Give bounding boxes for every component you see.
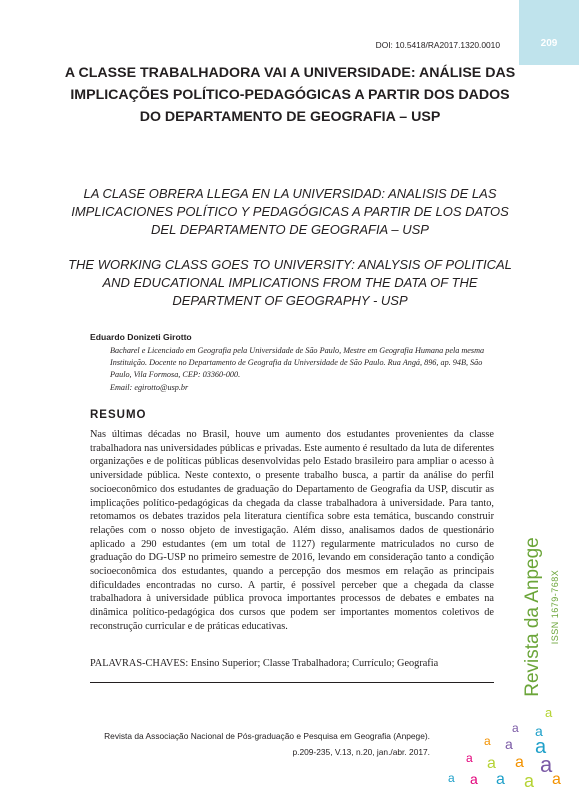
doi: DOI: 10.5418/RA2017.1320.0010 — [375, 40, 500, 50]
logo-letter: a — [512, 721, 519, 735]
logo-letter: a — [515, 754, 524, 771]
logo-letter: a — [524, 771, 535, 791]
footer-issue-line: p.209-235, V.13, n.20, jan./abr. 2017. — [292, 747, 430, 757]
logo-letter: a — [535, 736, 547, 758]
keywords-divider — [90, 682, 494, 683]
page-number-tab — [519, 0, 579, 65]
author-email: Email: egirotto@usp.br — [110, 382, 189, 392]
author-name: Eduardo Donizeti Girotto — [90, 332, 192, 342]
abstract-text: Nas últimas décadas no Brasil, houve um aumento dos estudantes provenientes da classe trabalhadora nas universidades públicas e privadas. Este aumento é resultado da luta de diferentes organizações e de políticas públicas desenvolvidas pelo Estado brasileiro para ampliar o acesso à universidade pública. Neste contexto, o presente trabalho busca, a partir da análise do perfil socioeconômico dos estudantes de graduação do Departamento de Geografia da USP, discutir as implicações político-pedagógicas da chegada da classe trabalhadora à universidade. Para tanto, retomamos os debates trazidos pela literatura científica sobre esta temática, buscando construir relações com o nosso objeto de investigação. Além disso, analisamos dados de questionário aplicado a 290 estudantes (em um total de 1127) regularmente matriculados no curso de graduação do DG-USP no primeiro semestre de 2016, levando em consideração tanto a condição socioeconômica dos estudantes, quando a percepção dos mesmos em relação as principais dificuldades encontradas no curso. A partir, é possível perceber que a chegada da classe trabalhadora à universidade pública provoca importantes processos de debates e embates na dinâmica político-pedagógica dos cursos que podem ser importantes momentos coletivos de reconstrução curricular e de práticas educativas. — [90, 429, 494, 632]
footer-journal-line: Revista da Associação Nacional de Pós-graduação e Pesquisa em Geografia (Anpege). — [104, 731, 430, 741]
journal-sidebar — [508, 538, 558, 698]
journal-name: Revista da Anpege — [522, 537, 543, 697]
logo-letter: a — [470, 771, 478, 787]
keywords: PALAVRAS-CHAVES: Ensino Superior; Classe Trabalhadora; Currículo; Geografia — [90, 658, 439, 669]
logo-letter: a — [505, 736, 513, 752]
article-title-english: THE WORKING CLASS GOES TO UNIVERSITY: ANALYSIS OF POLITICAL AND EDUCATIONAL IMPLICATIONS FROM THE DATA OF THE DEPARTMENT OF GEOGRAPHY - USP — [68, 257, 512, 308]
logo-letter: a — [545, 705, 553, 720]
author-bio: Bacharel e Licenciado em Geografia pela Universidade de São Paulo, Mestre em Geografia Humana pela mesma Instituição. Docente no Departamento de Geografia da Universidade de São Paulo. Rua Angá, 896, ap. 94B, São Paulo, Vila Formosa, CEP: 03360-000. — [110, 346, 485, 380]
journal-issn: ISSN 1679-768X — [550, 569, 560, 645]
logo-letter: a — [540, 752, 553, 777]
page-number: 209 — [540, 38, 558, 49]
article-title-spanish: LA CLASE OBRERA LLEGA EN LA UNIVERSIDAD: ANALISIS DE LAS IMPLICACIONES POLÍTICO Y PEDAGÓGICAS A PARTIR DE LOS DATOS DEL DEPARTAMENTO DE GEOGRAFIA – USP — [71, 186, 509, 237]
logo-letter: a — [487, 755, 496, 772]
logo-letter: a — [448, 771, 455, 785]
footer-citation — [80, 728, 430, 760]
logo-letter: a — [496, 771, 505, 788]
logo-letter: a — [552, 771, 561, 788]
logo-letter: a — [535, 723, 543, 739]
abstract-heading: RESUMO — [90, 409, 147, 421]
logo-letter: a — [466, 751, 473, 765]
logo-letter: a — [484, 734, 491, 748]
author-affiliation — [110, 345, 505, 394]
article-title: A CLASSE TRABALHADORA VAI A UNIVERSIDADE: ANÁLISE DAS IMPLICAÇÕES POLÍTICO-PEDAGÓGICAS A PARTIR DOS DADOS DO DEPARTAMENTO DE GEOGRAFIA – USP — [64, 65, 516, 125]
